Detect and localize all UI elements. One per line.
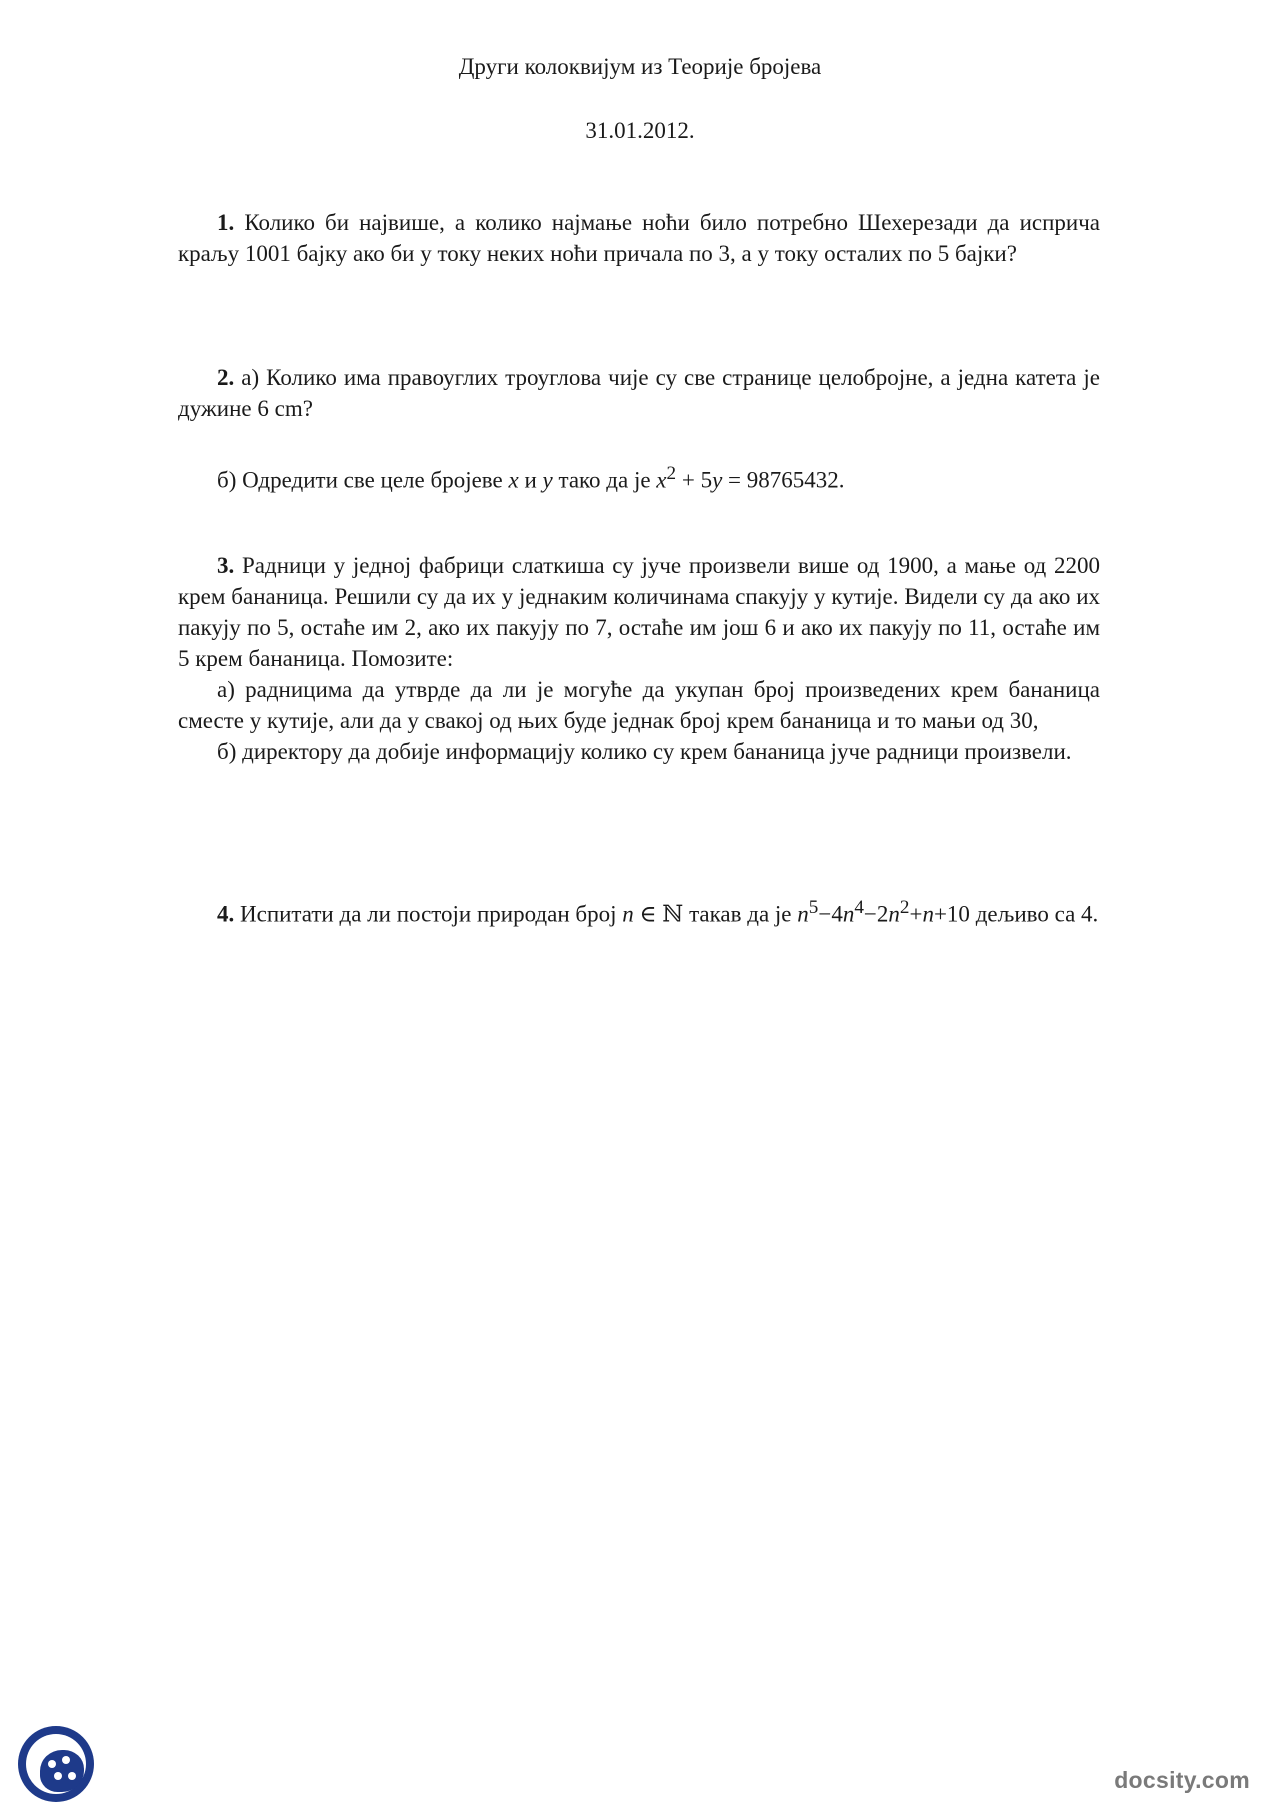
math-set: ∈ ℕ: [633, 901, 684, 927]
math-term: +10: [933, 901, 970, 927]
problem-text: дељиво са 4.: [969, 901, 1099, 927]
problem-part-b: б) директору да добије информацију колико су крем бананица јуче радници произвели.: [217, 739, 1072, 764]
math-exponent: 5: [808, 897, 819, 918]
logo-ring: [26, 1734, 86, 1794]
math-term: + 5: [676, 467, 713, 493]
problem-4: [178, 892, 1100, 930]
math-var-n: n: [622, 901, 634, 927]
problem-part-a: а) Колико има правоуглих троуглова чије су све странице целобројне, а једна катета је дужине 6 cm?: [178, 365, 1101, 421]
logo-dot: [54, 1772, 62, 1780]
math-term: −4: [818, 901, 843, 927]
part-b-text: б) Одредити све целе бројеве: [217, 467, 509, 493]
logo-dot: [62, 1756, 70, 1764]
math-exponent: 2: [899, 897, 910, 918]
problem-1: [178, 207, 1100, 269]
math-var-n: n: [922, 901, 934, 927]
logo-blob: [40, 1750, 84, 1792]
logo-dot: [68, 1772, 76, 1780]
document-date: 31.01.2012.: [585, 118, 695, 143]
problem-intro: Радници у једној фабрици слаткиша су јуче произвели више од 1900, а мање од 2200 крем бананица. Решили су да их у једнаким количинама спакују у кутије. Видели су да ако их пакују по 5, остаће им 2, ако их пакују по 7, остаће им још 6 и ако их пакују по 11, остаће им 5 крем бананица. Помозите:: [178, 553, 1101, 671]
problem-number: 2.: [217, 365, 235, 390]
math-exponent: 2: [666, 463, 677, 484]
problem-number: 3.: [217, 553, 235, 578]
math-var-x: x: [656, 467, 667, 493]
math-var-y: y: [542, 467, 553, 493]
problem-2: [178, 362, 1100, 496]
problem-number: 4.: [217, 901, 235, 927]
problem-text: Колико би највише, а колико најмање ноћи било потребно Шехерезади да исприча краљу 1001 бајку ако би у току неких ноћи причала по 3, а у току осталих по 5 бајки?: [178, 210, 1100, 266]
problem-number: 1.: [217, 210, 235, 235]
math-var-n: n: [842, 901, 855, 927]
math-var-n: n: [888, 901, 900, 927]
math-var-x: x: [508, 467, 519, 493]
problem-part-b: [178, 458, 1100, 496]
problem-text: такав да је: [683, 901, 798, 927]
math-term: = 98765432.: [722, 467, 845, 493]
math-var-y: y: [712, 467, 723, 493]
math-term: +: [909, 901, 923, 927]
docsity-logo-icon[interactable]: [18, 1726, 94, 1802]
part-b-and: и: [518, 467, 543, 493]
math-var-n: n: [797, 901, 809, 927]
problem-3: [178, 550, 1100, 767]
math-exponent: 4: [854, 897, 864, 918]
math-term: −2: [863, 901, 889, 927]
problem-text: Испитати да ли постоји природан број: [240, 901, 623, 927]
document-title: Други колоквијум из Теорије бројева: [458, 54, 822, 79]
docsity-brand-link[interactable]: docsity.com: [1114, 1767, 1250, 1793]
logo-dot: [48, 1760, 56, 1768]
problem-part-a: а) радницима да утврде да ли је могуће да укупан број произведених крем бананица сместе у кутије, али да у свакој од њих буде једнак број крем бананица и то мањи од 30,: [178, 677, 1100, 733]
part-b-such: тако да је: [552, 467, 657, 493]
